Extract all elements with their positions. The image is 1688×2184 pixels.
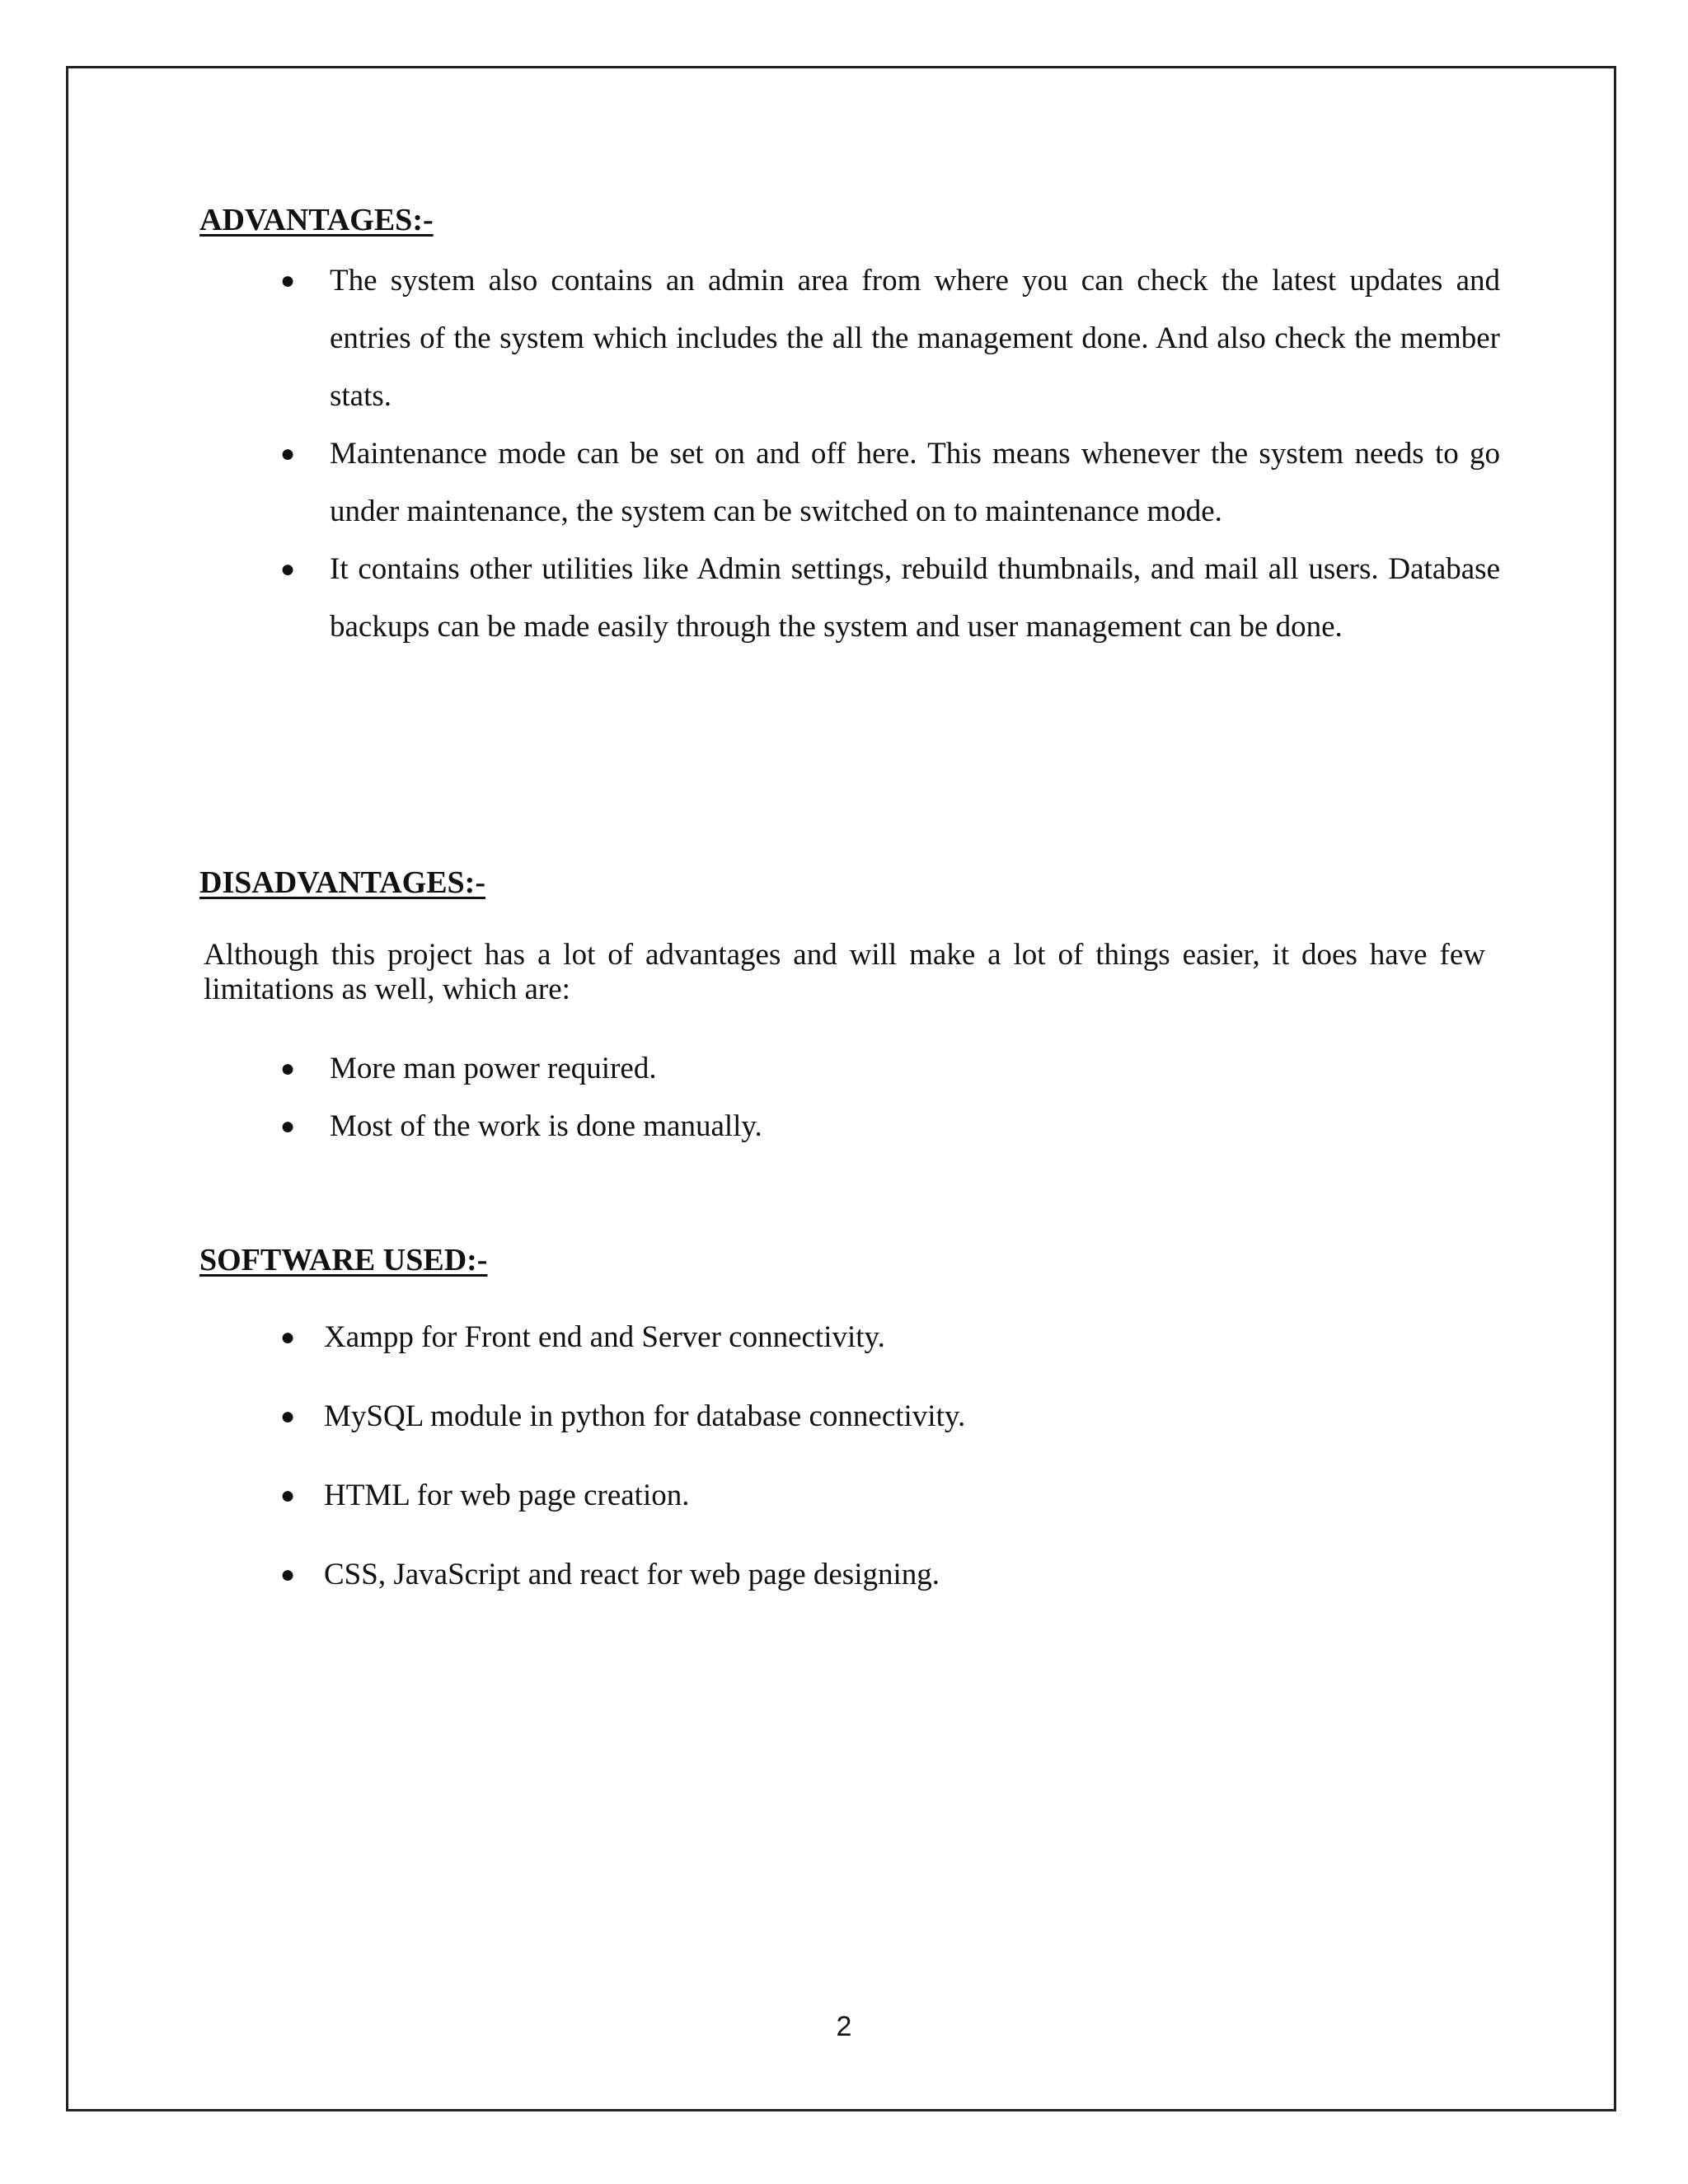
bullet-icon: ● (280, 1403, 296, 1430)
software-text: CSS, JavaScript and react for web page designing. (324, 1558, 940, 1591)
bullet-icon: ● (280, 1113, 296, 1140)
disadvantage-text: More man power required. (330, 1052, 657, 1085)
list-item (280, 1040, 1484, 1098)
disadvantages-heading: DISADVANTAGES:- (199, 865, 485, 900)
disadvantage-text: Most of the work is done manually. (330, 1109, 762, 1143)
list-item (280, 541, 1500, 656)
advantage-text: It contains other utilities like Admin settings, rebuild thumbnails, and mail all users. Database backups can be made easily through the system and user management can be done. (330, 552, 1500, 644)
software-text: HTML for web page creation. (324, 1479, 690, 1512)
disadvantages-intro: Although this project has a lot of advantages and will make a lot of things easier, it does have few limitations as well, which are: (204, 938, 1485, 1006)
advantages-heading: ADVANTAGES:- (199, 203, 434, 237)
bullet-icon: ● (280, 1561, 296, 1588)
bullet-icon: ● (280, 1324, 296, 1351)
list-item (280, 252, 1500, 425)
list-item (280, 425, 1500, 541)
software-text: MySQL module in python for database connectivity. (324, 1399, 966, 1433)
advantage-text: Maintenance mode can be set on and off here. This means whenever the system needs to go under maintenance, the system can be switched on to maintenance mode. (330, 437, 1500, 528)
software-heading: SOFTWARE USED:- (199, 1243, 488, 1277)
list-item (280, 1309, 1478, 1366)
bullet-icon: ● (280, 1482, 296, 1509)
bullet-icon: ● (280, 267, 296, 294)
page-number: 2 (836, 2011, 852, 2042)
list-item (280, 1467, 1478, 1525)
disadvantages-list (280, 1040, 1484, 1155)
software-text: Xampp for Front end and Server connectivity. (324, 1320, 885, 1354)
advantages-list (280, 252, 1500, 656)
list-item (280, 1546, 1478, 1604)
bullet-icon: ● (280, 555, 296, 583)
bullet-icon: ● (280, 1055, 296, 1082)
list-item (280, 1388, 1478, 1446)
bullet-icon: ● (280, 440, 296, 467)
list-item (280, 1098, 1484, 1155)
advantage-text: The system also contains an admin area from where you can check the latest updates and entries of the system which includes the all the management done. And also check the member stats. (330, 264, 1500, 413)
software-list (280, 1309, 1478, 1604)
